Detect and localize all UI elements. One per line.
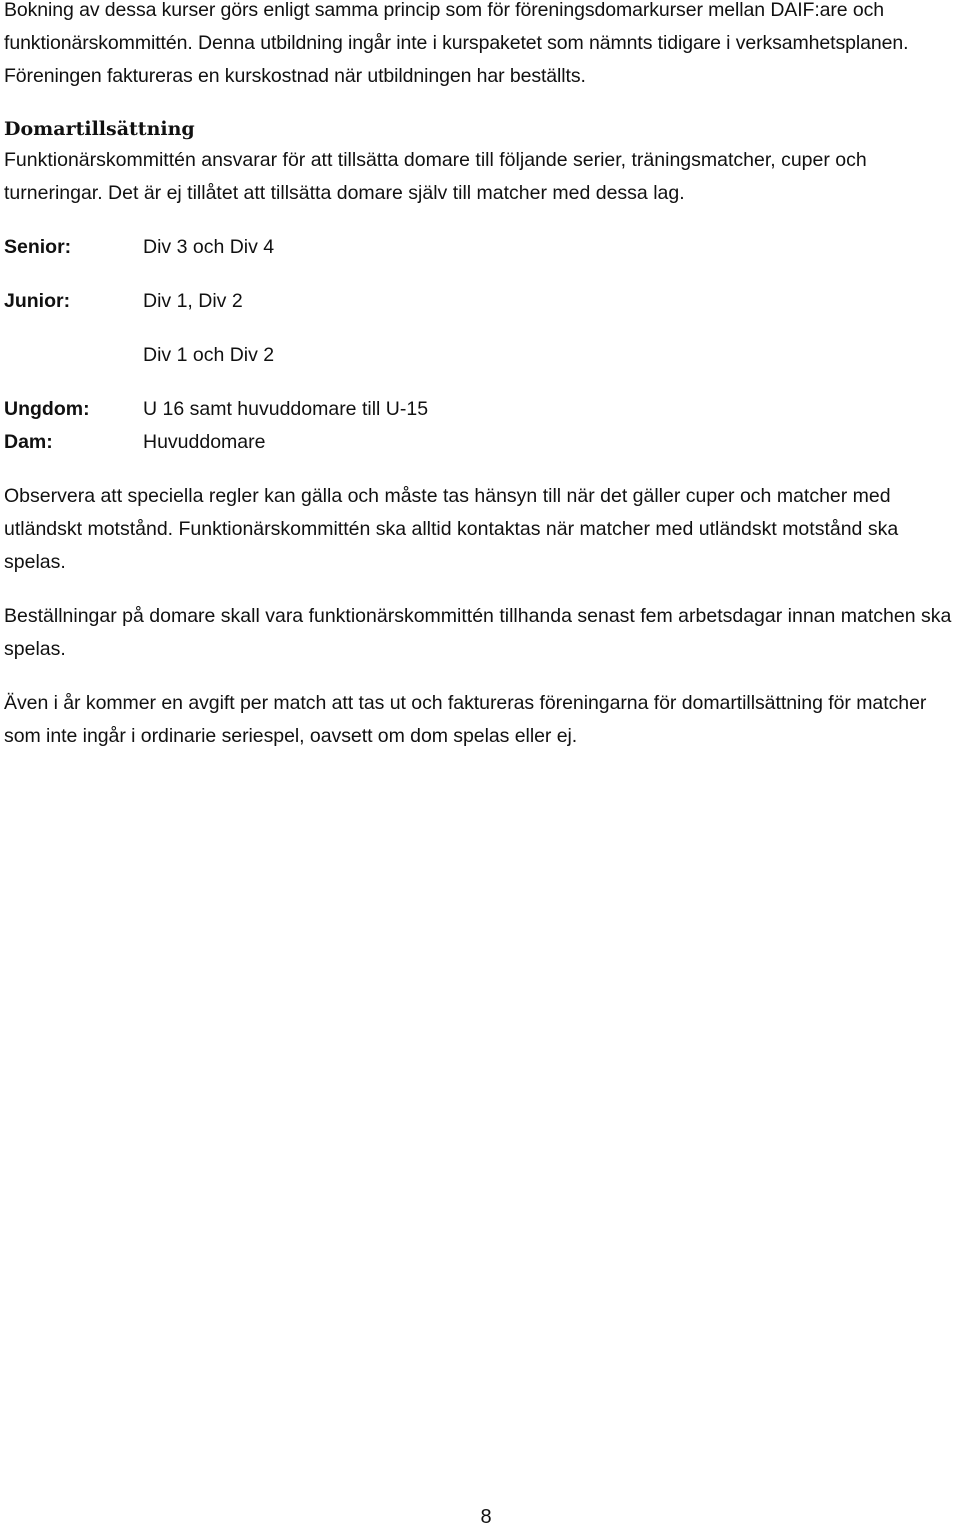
division-value: Huvuddomare <box>143 431 266 453</box>
division-label: Dam: <box>4 431 53 453</box>
division-value: U 16 samt huvuddomare till U-15 <box>143 398 429 420</box>
section-heading: Domartillsättning <box>4 118 195 140</box>
division-value: Div 1 och Div 2 <box>143 344 275 366</box>
division-label: Junior: <box>4 290 71 312</box>
division-value: Div 1, Div 2 <box>143 290 243 312</box>
orders-paragraph: Beställningar på domare skall vara funktionärskommittén tillhanda senast fem arbetsdagar innan matchen ska spelas. <box>4 605 952 660</box>
intro-paragraph: Bokning av dessa kurser görs enligt samma princip som för föreningsdomarkurser mellan DAIF:are och funktionärskommittén. Denna utbildning ingår inte i kurspaketet som nämnts tidigare i verksamhetsplanen. Föreningen faktureras en kurskostnad när utbildningen har beställts. <box>4 0 909 87</box>
assignment-paragraph: Funktionärskommittén ansvarar för att tillsätta domare till följande serier, träningsmatcher, cuper och turneringar. Det är ej tillåtet att tillsätta domare själv till matcher med dessa lag. <box>4 149 867 204</box>
fee-paragraph: Även i år kommer en avgift per match att tas ut och faktureras föreningarna för domartillsättning för matcher som inte ingår i ordinarie seriespel, oavsett om dom spelas eller ej. <box>4 692 927 747</box>
division-value: Div 3 och Div 4 <box>143 236 275 258</box>
division-label: Ungdom: <box>4 398 90 420</box>
division-label: Senior: <box>4 236 72 258</box>
observe-paragraph: Observera att speciella regler kan gälla och måste tas hänsyn till när det gäller cuper och matcher med utländskt motstånd. Funktionärskommittén ska alltid kontaktas när matcher med utländskt motstånd ska spelas. <box>4 485 899 573</box>
page-number: 8 <box>480 1506 492 1528</box>
